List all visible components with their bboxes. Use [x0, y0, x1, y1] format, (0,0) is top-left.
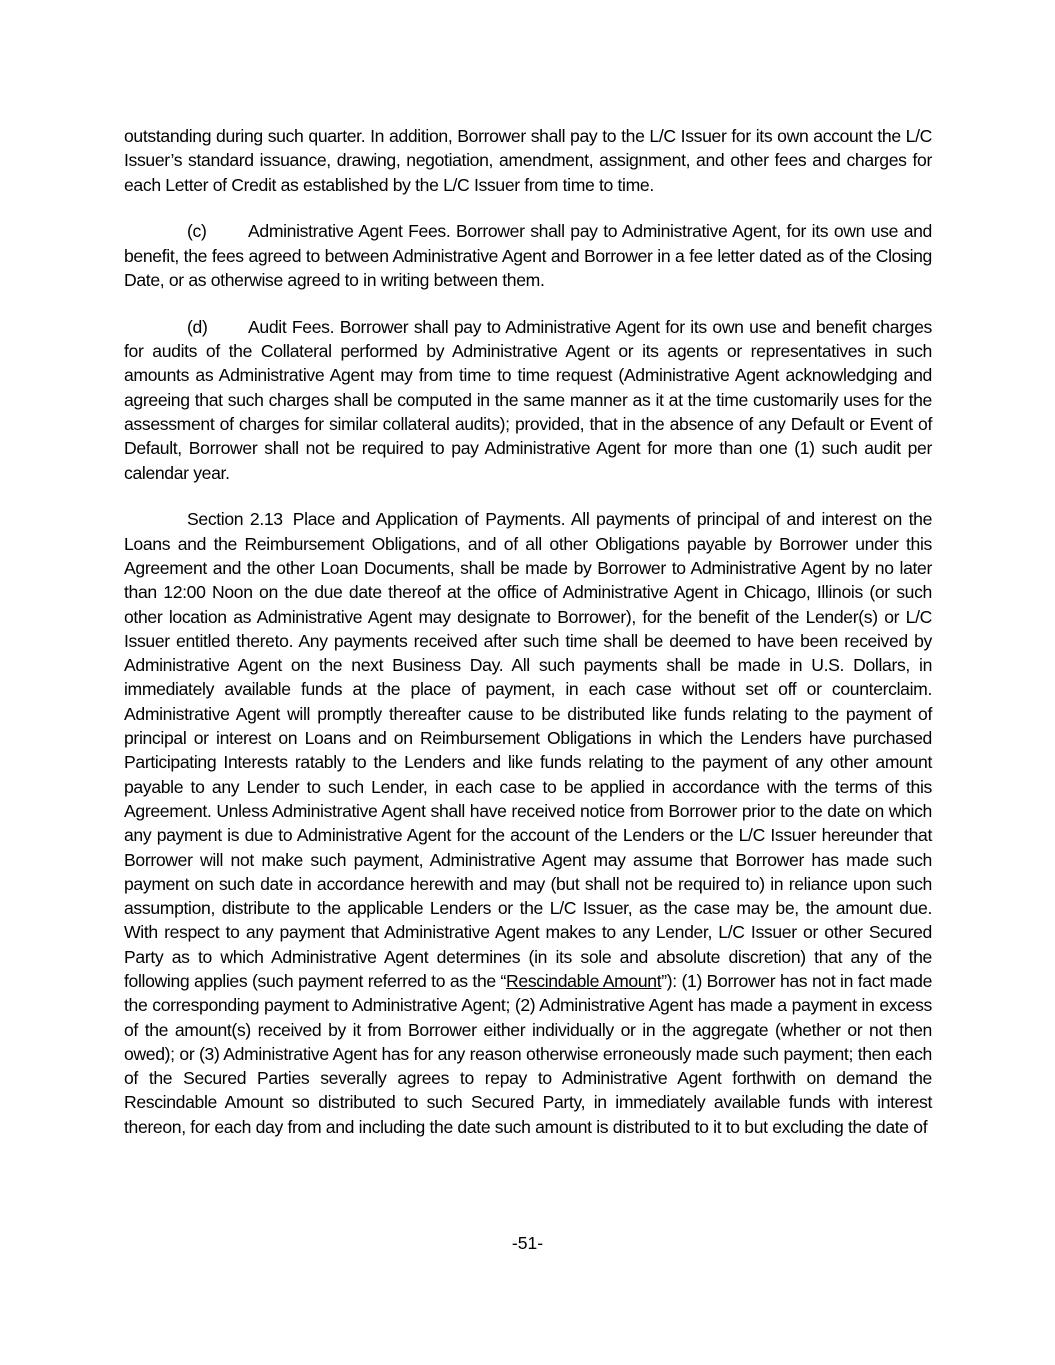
section-2-13 — [124, 507, 932, 1139]
paragraph-d — [124, 315, 932, 485]
defined-term-rescindable-amount: Rescindable Amount — [506, 971, 662, 991]
section-2-13-text-after: ”): (1) Borrower has not in fact made the corresponding payment to Administrative Agent; (2) Administrative Agent has made a payment in excess of the amount(s) received by it from Borrower either individually or in the aggregate (whether or not then owed); or (3) Administrative Agent has for any reason otherwise erroneously made such payment; then each of the Secured Parties severally agrees to repay to Administrative Agent forthwith on demand the Rescindable Amount so distributed to such Secured Party, in immediately available funds with interest thereon, for each day from and including the date such amount is distributed to it to but excluding the date of — [124, 971, 933, 1137]
section-2-13-text-before: All payments of principal of and interest on the Loans and the Reimbursement Obligations, and of all other Obligations payable by Borrower under this Agreement and the other Loan Documents, shall be made by Borrower to Administrative Agent by no later than 12:00 Noon on the due date thereof at the office of Administrative Agent in Chicago, Illinois (or such other location as Administrative Agent may designate to Borrower), for the benefit of the Lender(s) or L/C Issuer entitled thereto. Any payments received after such time shall be deemed to have been received by Administrative Agent on the next Business Day. All such payments shall be made in U.S. Dollars, in immediately available funds at the place of payment, in each case without set off or counterclaim. Administrative Agent will promptly thereafter cause to be distributed like funds relating to the payment of principal or interest on Loans and on Reimbursement Obligations in which the Lenders have purchased Participating Interests ratably to the Lenders and like funds relating to the payment of any other amount payable to any Lender to such Lender, in each case to be applied in accordance with the terms of this Agreement. Unless Administrative Agent shall have received notice from Borrower prior to the date on which any payment is due to Administrative Agent for the account of the Lenders or the L/C Issuer hereunder that Borrower will not make such payment, Administrative Agent may assume that Borrower has made such payment on such date in accordance herewith and may (but shall not be required to) in reliance upon such assumption, distribute to the applicable Lenders or the L/C Issuer, as the case may be, the amount due. With respect to any payment that Administrative Agent makes to any Lender, L/C Issuer or other Secured Party as to which Administrative Agent determines (in its sole and absolute discretion) that any of the following applies (such payment referred to as the “ — [124, 509, 932, 991]
paragraph-d-label: (d) — [187, 316, 208, 337]
paragraph-d-heading: Audit Fees. — [248, 316, 335, 337]
paragraph-continuation — [124, 124, 932, 197]
paragraph-c — [124, 219, 932, 292]
paragraph-d-text: Borrower shall pay to Administrative Agent for its own use and benefit charges for audits of the Collateral performed by Administrative Agent or its agents or representatives in such amounts as Administrative Agent may from time to time request (Administrative Agent acknowledging and agreeing that such charges shall be computed in the same manner as it at the time customarily uses for the assessment of charges for similar collateral audits); provided, that in the absence of any Default or Event of Default, Borrower shall not be required to pay Administrative Agent for more than one (1) such audit per calendar year. — [124, 316, 932, 483]
paragraph-c-heading: Administrative Agent Fees. — [248, 221, 451, 242]
paragraph-c-label: (c) — [187, 221, 207, 242]
paragraph-continuation-text: outstanding during such quarter. In addition, Borrower shall pay to the L/C Issuer for its own account the L/C Issuer’s standard issuance, drawing, negotiation, amendment, assignment, and other fees and charges for each Letter of Credit as established by the L/C Issuer from time to time. — [124, 126, 932, 195]
paragraph-c-text: Borrower shall pay to Administrative Agent, for its own use and benefit, the fees agreed to between Administrative Agent and Borrower in a fee letter dated as of the Closing Date, or as otherwise agreed to in writing between them. — [124, 221, 932, 290]
section-2-13-label: Section 2.13 — [187, 509, 283, 530]
section-2-13-heading: Place and Application of Payments. — [292, 509, 566, 530]
document-body — [124, 124, 932, 1162]
page-number: -51- — [511, 1233, 544, 1253]
